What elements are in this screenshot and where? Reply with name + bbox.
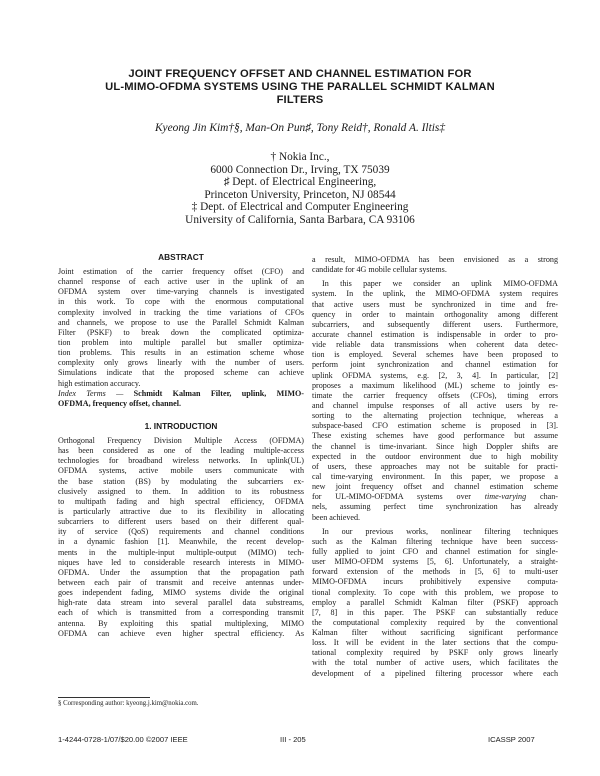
- text-line: tion problem into multiple parallel but smaller optimiza-: [58, 337, 304, 347]
- index-terms-keywords: OFDMA, frequency offset, channel.: [58, 398, 182, 408]
- text-line: system. In the uplink, the MIMO-OFDMA system requires: [312, 289, 558, 299]
- text-line: the base station (BS) by modulating the subcarriers ex-: [58, 476, 304, 486]
- title-line-3: FILTERS: [276, 94, 324, 106]
- text-line: expected in the outdoor environment due to high mobility: [312, 451, 558, 461]
- text-line: subcarriers to different users based on their different qual-: [58, 517, 304, 527]
- text-line: subspace-based CFO estimation scheme is proposed in [3].: [312, 421, 558, 431]
- affiliation-line: ‡ Dept. of Electrical and Computer Engineering: [191, 201, 409, 214]
- index-terms-keywords: Schmidt Kalman Filter, uplink, MIMO-: [133, 388, 304, 398]
- text-line: such as the Kalman filtering technique have been success-: [312, 536, 558, 546]
- text-line: timate the carrier frequency offsets (CFOs), timing errors: [312, 390, 558, 400]
- text-line: OFDMA systems, active mobile users communicate with: [58, 466, 304, 476]
- text-line: to multipath fading and high spectral efficiency, OFDMA: [58, 496, 304, 506]
- text-line: antenna. By exploiting this spatial multiplexing, MIMO: [58, 618, 304, 628]
- text-line: Simulations indicate that the proposed scheme can achieve: [58, 368, 304, 378]
- text-line: [7, 8] in this paper. The PSKF can substantially reduce: [312, 607, 558, 617]
- footer-page-number: III - 205: [280, 735, 306, 744]
- text-line: tion problems. This results in an estimation scheme whose: [58, 348, 304, 358]
- paragraph: [312, 527, 558, 679]
- index-terms-line: [58, 389, 304, 399]
- text-line: loss. It will be evident in the later sections that the compu-: [312, 638, 558, 648]
- text-line: vide reliable data transmissions when coherent data detec-: [312, 340, 558, 350]
- emphasis-text: time-varying: [484, 492, 527, 502]
- text-line: accurate channel estimation is indispensable in order to pro-: [312, 329, 558, 339]
- text-line: Kalman filter without sacrificing significant performance: [312, 628, 558, 638]
- footer-copyright: 1-4244-0728-1/07/$20.00 ©2007 IEEE: [58, 735, 188, 744]
- index-terms-label: Index Terms —: [58, 388, 124, 398]
- text-line: proposes a maximum likelihood (ML) scheme to jointly es-: [312, 380, 558, 390]
- right-column: [312, 255, 558, 679]
- text-line: complexity only grows linearly with the number of users.: [58, 358, 304, 368]
- text-line: each of which is transmitted from a corresponding transmit: [58, 608, 304, 618]
- text-line: and channel impulse responses of all active users by re-: [312, 400, 558, 410]
- paragraph: [312, 279, 558, 492]
- text-line: MIMO-OFDMA incurs prohibitively expensive computa-: [312, 577, 558, 587]
- text-line: OFDMA system over time-varying channels is investigated: [58, 287, 304, 297]
- text-line: candidate for 4G mobile cellular systems.: [312, 265, 447, 275]
- text-line: user MIMO-OFDM systems [5, 6]. Unfortunately, a straight-: [312, 557, 558, 567]
- footnote: § Corresponding author: kyeong.j.kim@nokia.com.: [58, 700, 199, 707]
- text-line: technologies for broadband wireless networks. In uplink(UL): [58, 456, 304, 466]
- text-line: high-rate data stream into several parallel data substreams,: [58, 598, 304, 608]
- text-line: In our previous works, nonlinear filtering techniques: [322, 526, 558, 536]
- text-line: between each pair of transmit and receive antennas under-: [58, 577, 304, 587]
- text-line: forward extension of the methods in [5, 6] to multi-user: [312, 567, 558, 577]
- text-line: nels, assuming perfect time synchronization has already: [312, 502, 558, 512]
- text-line: has been considered as one of the leading multiple-access: [58, 446, 304, 456]
- abstract-body: [58, 267, 304, 389]
- affiliation-line: Princeton University, Princeton, NJ 08544: [204, 188, 396, 201]
- text-line: tional complexity. To cope with this problem, we propose to: [312, 587, 558, 597]
- affiliation-line: University of California, Santa Barbara, CA 93106: [185, 213, 415, 226]
- text-line: the channel is time-invariant. Since high Doppler shifts are: [312, 441, 558, 451]
- affiliations: [60, 151, 540, 227]
- text-line: These existing schemes have good performance but assume: [312, 431, 558, 441]
- text-line: goes independent fading, MIMO systems divide the original: [58, 588, 304, 598]
- intro-heading: 1. INTRODUCTION: [144, 420, 218, 431]
- text-line: sorting to the alternating projection technique, whereas a: [312, 411, 558, 421]
- text-line: Joint estimation of the carrier frequency offset (CFO) and: [58, 267, 304, 276]
- affiliation-line: ♯ Dept. of Electrical Engineering,: [223, 176, 377, 189]
- text-line: with the total number of active users, which facilitates the: [312, 658, 558, 668]
- text-line: complexity involved in tracking the time variations of CFOs: [58, 307, 304, 317]
- text-line: in this work. To cope with the enormous computational: [58, 297, 304, 307]
- text-line: and channels, we propose to use the Parallel Schmidt Kalman: [58, 317, 304, 327]
- text-line: cal time-varying environment. In this paper, we propose a: [312, 471, 558, 481]
- paragraph-line: for UL-MIMO-OFDMA systems over time-varying chan-: [312, 492, 558, 502]
- text-line: in a dynamic fashion [1]. Meanwhile, the recent develop-: [58, 537, 304, 547]
- text-line: OFDMA can achieve even higher spectral efficiency. As: [58, 628, 304, 638]
- text-line: of users, these approaches may not be suitable for practi-: [312, 461, 558, 471]
- text-line: quency in order to maintain orthogonality among different: [312, 309, 558, 319]
- paper-title: [60, 68, 540, 107]
- paragraph: [312, 255, 558, 275]
- text-line: subcarriers, and subsequently different users. Furthermore,: [312, 319, 558, 329]
- text-line: development of a pipelined filtering processor where each: [312, 668, 558, 678]
- title-line-1: JOINT FREQUENCY OFFSET AND CHANNEL ESTIMATION FOR: [128, 68, 472, 80]
- text-line: new joint frequency offset and channel estimation scheme: [312, 482, 558, 492]
- text-line: fully applied to joint CFO and channel estimation for single-: [312, 546, 558, 556]
- text-line: a result, MIMO-OFDMA has been envisioned as a strong: [312, 255, 558, 264]
- affiliation-line: † Nokia Inc.,: [270, 151, 330, 163]
- text-line: In this paper we consider an uplink MIMO-OFDMA: [322, 279, 558, 289]
- text-line: OFDMA. Under the assumption that the propagation path: [58, 567, 304, 577]
- text-line: high estimation accuracy.: [58, 378, 141, 388]
- author-list: Kyeong Jin Kim†§, Man-On Pun♯, Tony Reid†, Ronald A. Iltis‡: [154, 122, 446, 134]
- paragraph: [312, 502, 558, 522]
- text-line: channel response of each active user in the uplink of an: [58, 277, 304, 287]
- text-line: tational complexity required by PSKF only grows linearly: [312, 648, 558, 658]
- text-line: clusively assigned to them. In addition to its robustness: [58, 486, 304, 496]
- text-line: tion is employed. Several schemes have been proposed to: [312, 350, 558, 360]
- text-line: been achieved.: [312, 512, 361, 522]
- footnote-rule: [58, 697, 150, 698]
- text-line: ments in the multiple-input multiple-output (MIMO) tech-: [58, 547, 304, 557]
- footer-venue: ICASSP 2007: [488, 735, 535, 744]
- text-line: uplink OFDMA systems, e.g. [2, 3, 4]. In particular, [2]: [312, 370, 558, 380]
- title-line-2: UL-MIMO-OFDMA SYSTEMS USING THE PARALLEL SCHMIDT KALMAN: [105, 81, 495, 93]
- text-line: Filter (PSKF) to break down the complicated optimiza-: [58, 327, 304, 337]
- abstract-heading: ABSTRACT: [158, 252, 204, 262]
- text-line: the computational complexity required by the conventional: [312, 617, 558, 627]
- affiliation-line: 6000 Connection Dr., Irving, TX 75039: [210, 163, 390, 176]
- text-line: Orthogonal Frequency Division Multiple Access (OFDMA): [58, 435, 304, 445]
- text-line: is particularly attractive due to its flexibility in allocating: [58, 506, 304, 516]
- text-line: that active users must be synchronized in time and fre-: [312, 299, 558, 309]
- text-line: perform joint synchronization and channel estimation for: [312, 360, 558, 370]
- left-column: [58, 252, 304, 639]
- text-line: employ a parallel Schmidt Kalman filter (PSKF) approach: [312, 597, 558, 607]
- text-line: ity of service (QoS) requirements and channel conditions: [58, 527, 304, 537]
- intro-body: [58, 436, 304, 639]
- text-line: niques have led to considerable research interests in MIMO-: [58, 557, 304, 567]
